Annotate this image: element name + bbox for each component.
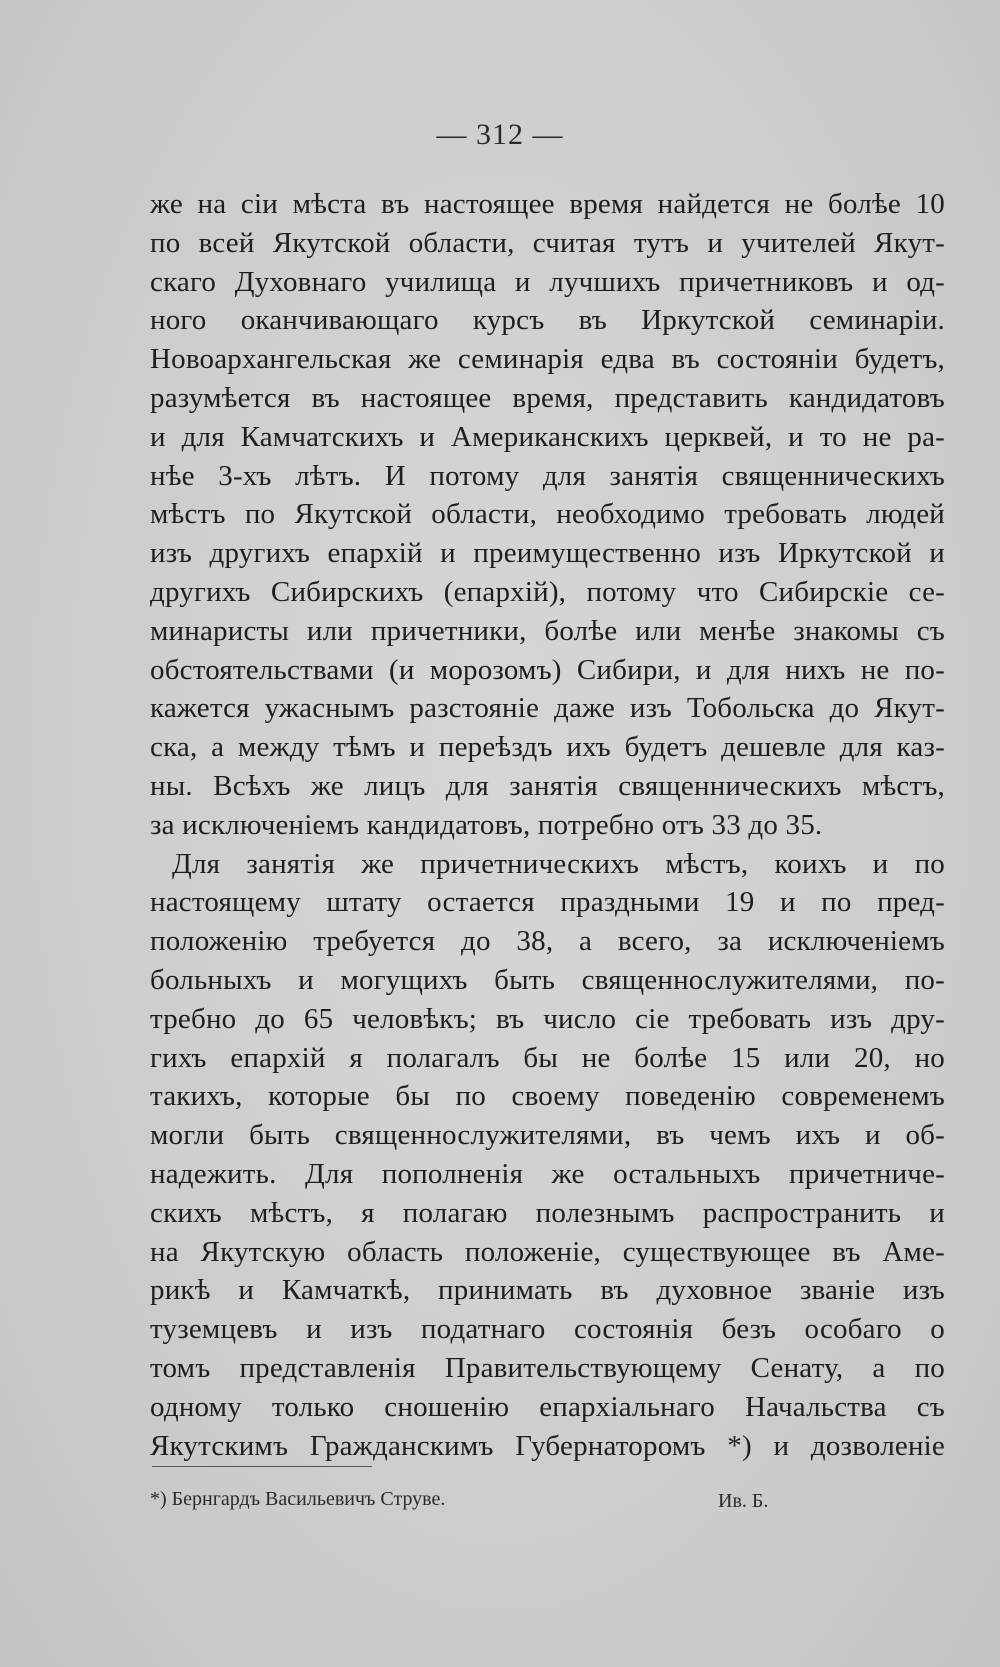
- text-line: надежить. Для пополненія же остальныхъ причетниче-: [150, 1157, 945, 1190]
- text-line: рикѣ и Камчаткѣ, принимать въ духовное званіе изъ: [150, 1274, 945, 1307]
- text-line: ны. Всѣхъ же лицъ для занятія священническихъ мѣстъ,: [150, 769, 945, 802]
- text-line: на Якутскую область положеніе, существующее въ Аме-: [150, 1235, 945, 1268]
- text-line: изъ другихъ епархій и преимущественно изъ Иркутской и: [150, 537, 945, 570]
- text-line: Новоархангельская же семинарія едва въ состояніи будетъ,: [150, 343, 945, 376]
- text-line: минаристы или причетники, болѣе или менѣе знакомы съ: [150, 614, 945, 647]
- text-line: обстоятельствами (и морозомъ) Сибири, и для нихъ не по-: [150, 653, 945, 686]
- text-line: Якутскимъ Гражданскимъ Губернаторомъ *) и дозволеніе: [150, 1429, 945, 1462]
- text-line: требно до 65 человѣкъ; въ число сіе требовать изъ дру-: [150, 1002, 945, 1035]
- text-line: скаго Духовнаго училища и лучшихъ причетниковъ и од-: [150, 265, 945, 298]
- text-line: разумѣется въ настоящее время, представить кандидатовъ: [150, 381, 945, 414]
- text-line: и для Камчатскихъ и Американскихъ церквей, и то не ра-: [150, 420, 945, 453]
- text-line: мѣстъ по Якутской области, необходимо требовать людей: [150, 498, 945, 531]
- text-line: же на сіи мѣста въ настоящее время найдется не болѣе 10: [150, 188, 945, 220]
- text-line: ска, а между тѣмъ и переѣздъ ихъ будетъ дешевле для каз-: [150, 731, 945, 764]
- text-line: скихъ мѣстъ, я полагаю полезнымъ распространить и: [150, 1196, 945, 1229]
- text-line: одному только сношенію епархіальнаго Начальства съ: [150, 1390, 945, 1423]
- text-line: по всей Якутской области, считая тутъ и учителей Якут-: [150, 226, 945, 259]
- text-line: гихъ епархій я полагалъ бы не болѣе 15 или 20, но: [150, 1041, 945, 1074]
- text-line: кажется ужаснымъ разстояніе даже изъ Тобольска до Якут-: [150, 692, 945, 725]
- text-line: за исключеніемъ кандидатовъ, потребно отъ 33 до 35.: [150, 808, 823, 841]
- text-line: другихъ Сибирскихъ (епархій), потому что Сибирскіе се-: [150, 575, 945, 608]
- page-number: — 312 —: [436, 118, 564, 151]
- text-line: томъ представленія Правительствующему Сенату, а по: [150, 1351, 945, 1384]
- text-line: такихъ, которые бы по своему поведенію современемъ: [150, 1080, 945, 1113]
- footnote-text: *) Бернгардъ Васильевичъ Струве.: [150, 1488, 446, 1510]
- text-line: больныхъ и могущихъ быть священнослужителями, по-: [150, 963, 945, 996]
- text-line: нѣе 3-хъ лѣтъ. И потому для занятія священническихъ: [150, 459, 945, 492]
- text-line: настоящему штату остается праздными 19 и по пред-: [150, 886, 945, 919]
- paragraph-first-line: Для занятія же причетническихъ мѣстъ, коихъ и по: [172, 847, 945, 880]
- footnote-attribution: Ив. Б.: [718, 1490, 769, 1512]
- text-line: туземцевъ и изъ податнаго состоянія безъ особаго о: [150, 1313, 945, 1346]
- text-line: могли быть священнослужителями, въ чемъ ихъ и об-: [150, 1119, 945, 1152]
- text-line: положенію требуется до 38, а всего, за исключеніемъ: [150, 925, 945, 958]
- text-line: ного оканчивающаго курсъ въ Иркутской семинаріи.: [150, 304, 945, 337]
- footnote-rule: [152, 1466, 372, 1467]
- body-text: [150, 185, 945, 1465]
- footnote-block: [150, 1466, 850, 1546]
